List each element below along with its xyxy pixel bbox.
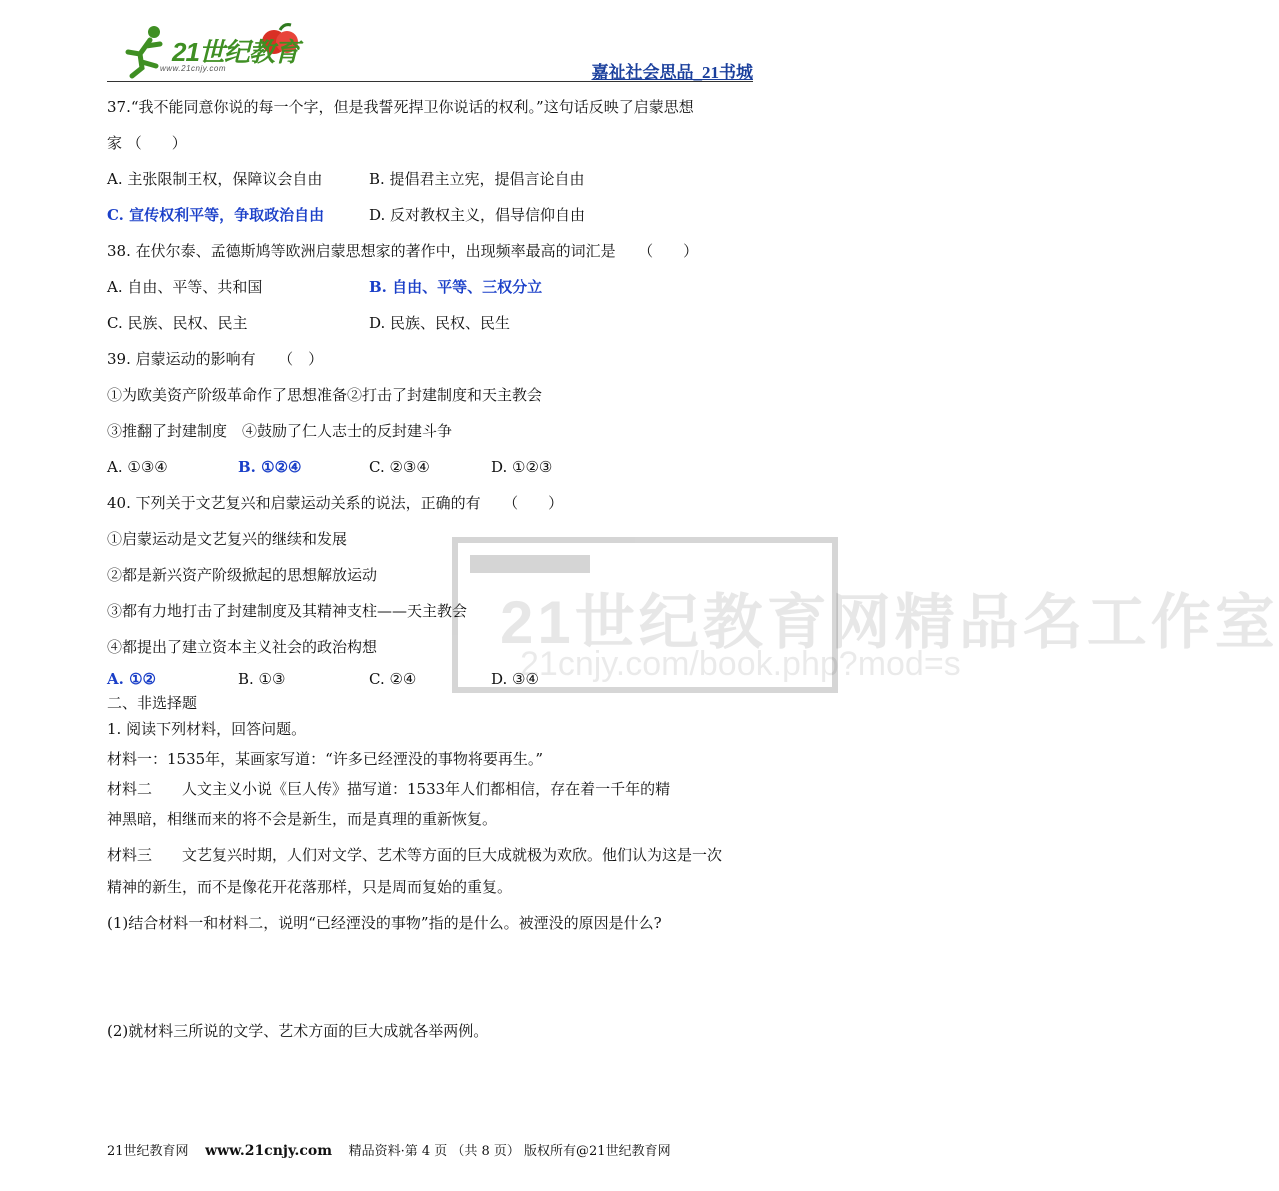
q38-option-a: A. 自由、平等、共和国 (107, 278, 263, 296)
material-3-line-1: 材料三 文艺复兴时期，人们对文学、艺术等方面的巨大成就极为欢欣。他们认为这是一次 (107, 846, 723, 864)
watermark-text: 21世纪教育网精品名工作室 (500, 589, 1279, 656)
q37-option-c-answer: C. 宣传权利平等，争取政治自由 (107, 206, 325, 224)
q38-options-row-1 (107, 276, 755, 298)
q40-item-3: ③都有力地打击了封建制度及其精神支柱——天主教会 (107, 602, 468, 620)
q40-item-1: ①启蒙运动是文艺复兴的继续和发展 (107, 530, 348, 548)
q40-options (107, 668, 755, 690)
material-1: 材料一：1535年，某画家写道：“许多已经湮没的事物将要再生。” (107, 750, 544, 768)
bookstore-link[interactable]: 嘉祉社会思品_21书城 (591, 63, 753, 82)
q39-item-2: ③推翻了封建制度 ④鼓励了仁人志士的反封建斗争 (107, 422, 453, 440)
q40-option-b: B. ①③ (238, 670, 286, 688)
watermark-url: 21cnjy.com/book.php?mod=s (520, 645, 961, 683)
q37-options-row-1 (107, 168, 755, 190)
q39-stem: 39. 启蒙运动的影响有 （ ） (107, 350, 324, 368)
q39-option-b-answer: B. ①②④ (238, 458, 302, 476)
material-2-line-1: 材料二 人文主义小说《巨人传》描写道：1533年人们都相信，存在着一千年的精 (107, 780, 671, 798)
q38-option-c: C. 民族、民权、民主 (107, 314, 248, 332)
q40-option-d: D. ③④ (491, 670, 539, 688)
material-2-line-2: 神黑暗，相继而来的将不会是新生，而是真理的重新恢复。 (107, 810, 498, 828)
q40-option-c: C. ②④ (369, 670, 417, 688)
header-divider (107, 81, 753, 82)
q39-options (107, 456, 755, 478)
q39-option-d: D. ①②③ (491, 458, 553, 476)
q38-stem: 38. 在伏尔泰、孟德斯鸠等欧洲启蒙思想家的著作中，出现频率最高的词汇是 （ ） (107, 242, 699, 260)
section-2-title: 二、非选择题 (107, 694, 198, 712)
q38-option-b-answer: B. 自由、平等、三权分立 (369, 278, 543, 296)
sub-question-2: (2)就材料三所说的文学、艺术方面的巨大成就各举两例。 (107, 1022, 489, 1040)
s2-q1-stem: 1. 阅读下列材料，回答问题。 (107, 720, 307, 738)
q40-option-a-answer: A. ①② (107, 670, 156, 688)
footer-site: 21世纪教育网 (107, 1144, 189, 1159)
q38-options-row-2 (107, 312, 755, 334)
footer-url-link[interactable]: www.21cnjy.com (205, 1143, 333, 1159)
q39-option-c: C. ②③④ (369, 458, 430, 476)
q37-options-row-2 (107, 204, 755, 226)
sub-question-1: (1)结合材料一和材料二，说明“已经湮没的事物”指的是什么。被湮没的原因是什么? (107, 914, 662, 932)
q39-option-a: A. ①③④ (107, 458, 168, 476)
page-footer (107, 1140, 671, 1159)
q37-stem-1: 37.“我不能同意你说的每一个字，但是我誓死捍卫你说话的权利。”这句话反映了启蒙思想 (107, 98, 694, 116)
logo-text: 21世纪教育 (172, 37, 299, 67)
q40-item-4: ④都提出了建立资本主义社会的政治构想 (107, 638, 378, 656)
q40-item-2: ②都是新兴资产阶级掀起的思想解放运动 (107, 566, 378, 584)
q38-option-d: D. 民族、民权、民生 (369, 314, 511, 332)
q37-option-a: A. 主张限制王权，保障议会自由 (107, 170, 323, 188)
q39-item-1: ①为欧美资产阶级革命作了思想准备②打击了封建制度和天主教会 (107, 386, 543, 404)
logo-url: www.21cnjy.com (160, 64, 226, 73)
q37-stem-2: 家 （ ） (107, 134, 187, 152)
q40-stem: 40. 下列关于文艺复兴和启蒙运动关系的说法，正确的有 （ ） (107, 494, 564, 512)
footer-page-info: 精品资料·第 4 页 （共 8 页） 版权所有@21世纪教育网 (348, 1144, 671, 1159)
q37-option-b: B. 提倡君主立宪，提倡言论自由 (369, 170, 585, 188)
q37-option-d: D. 反对教权主义，倡导信仰自由 (369, 206, 586, 224)
material-3-line-2: 精神的新生，而不是像花开花落那样，只是周而复始的重复。 (107, 878, 513, 896)
